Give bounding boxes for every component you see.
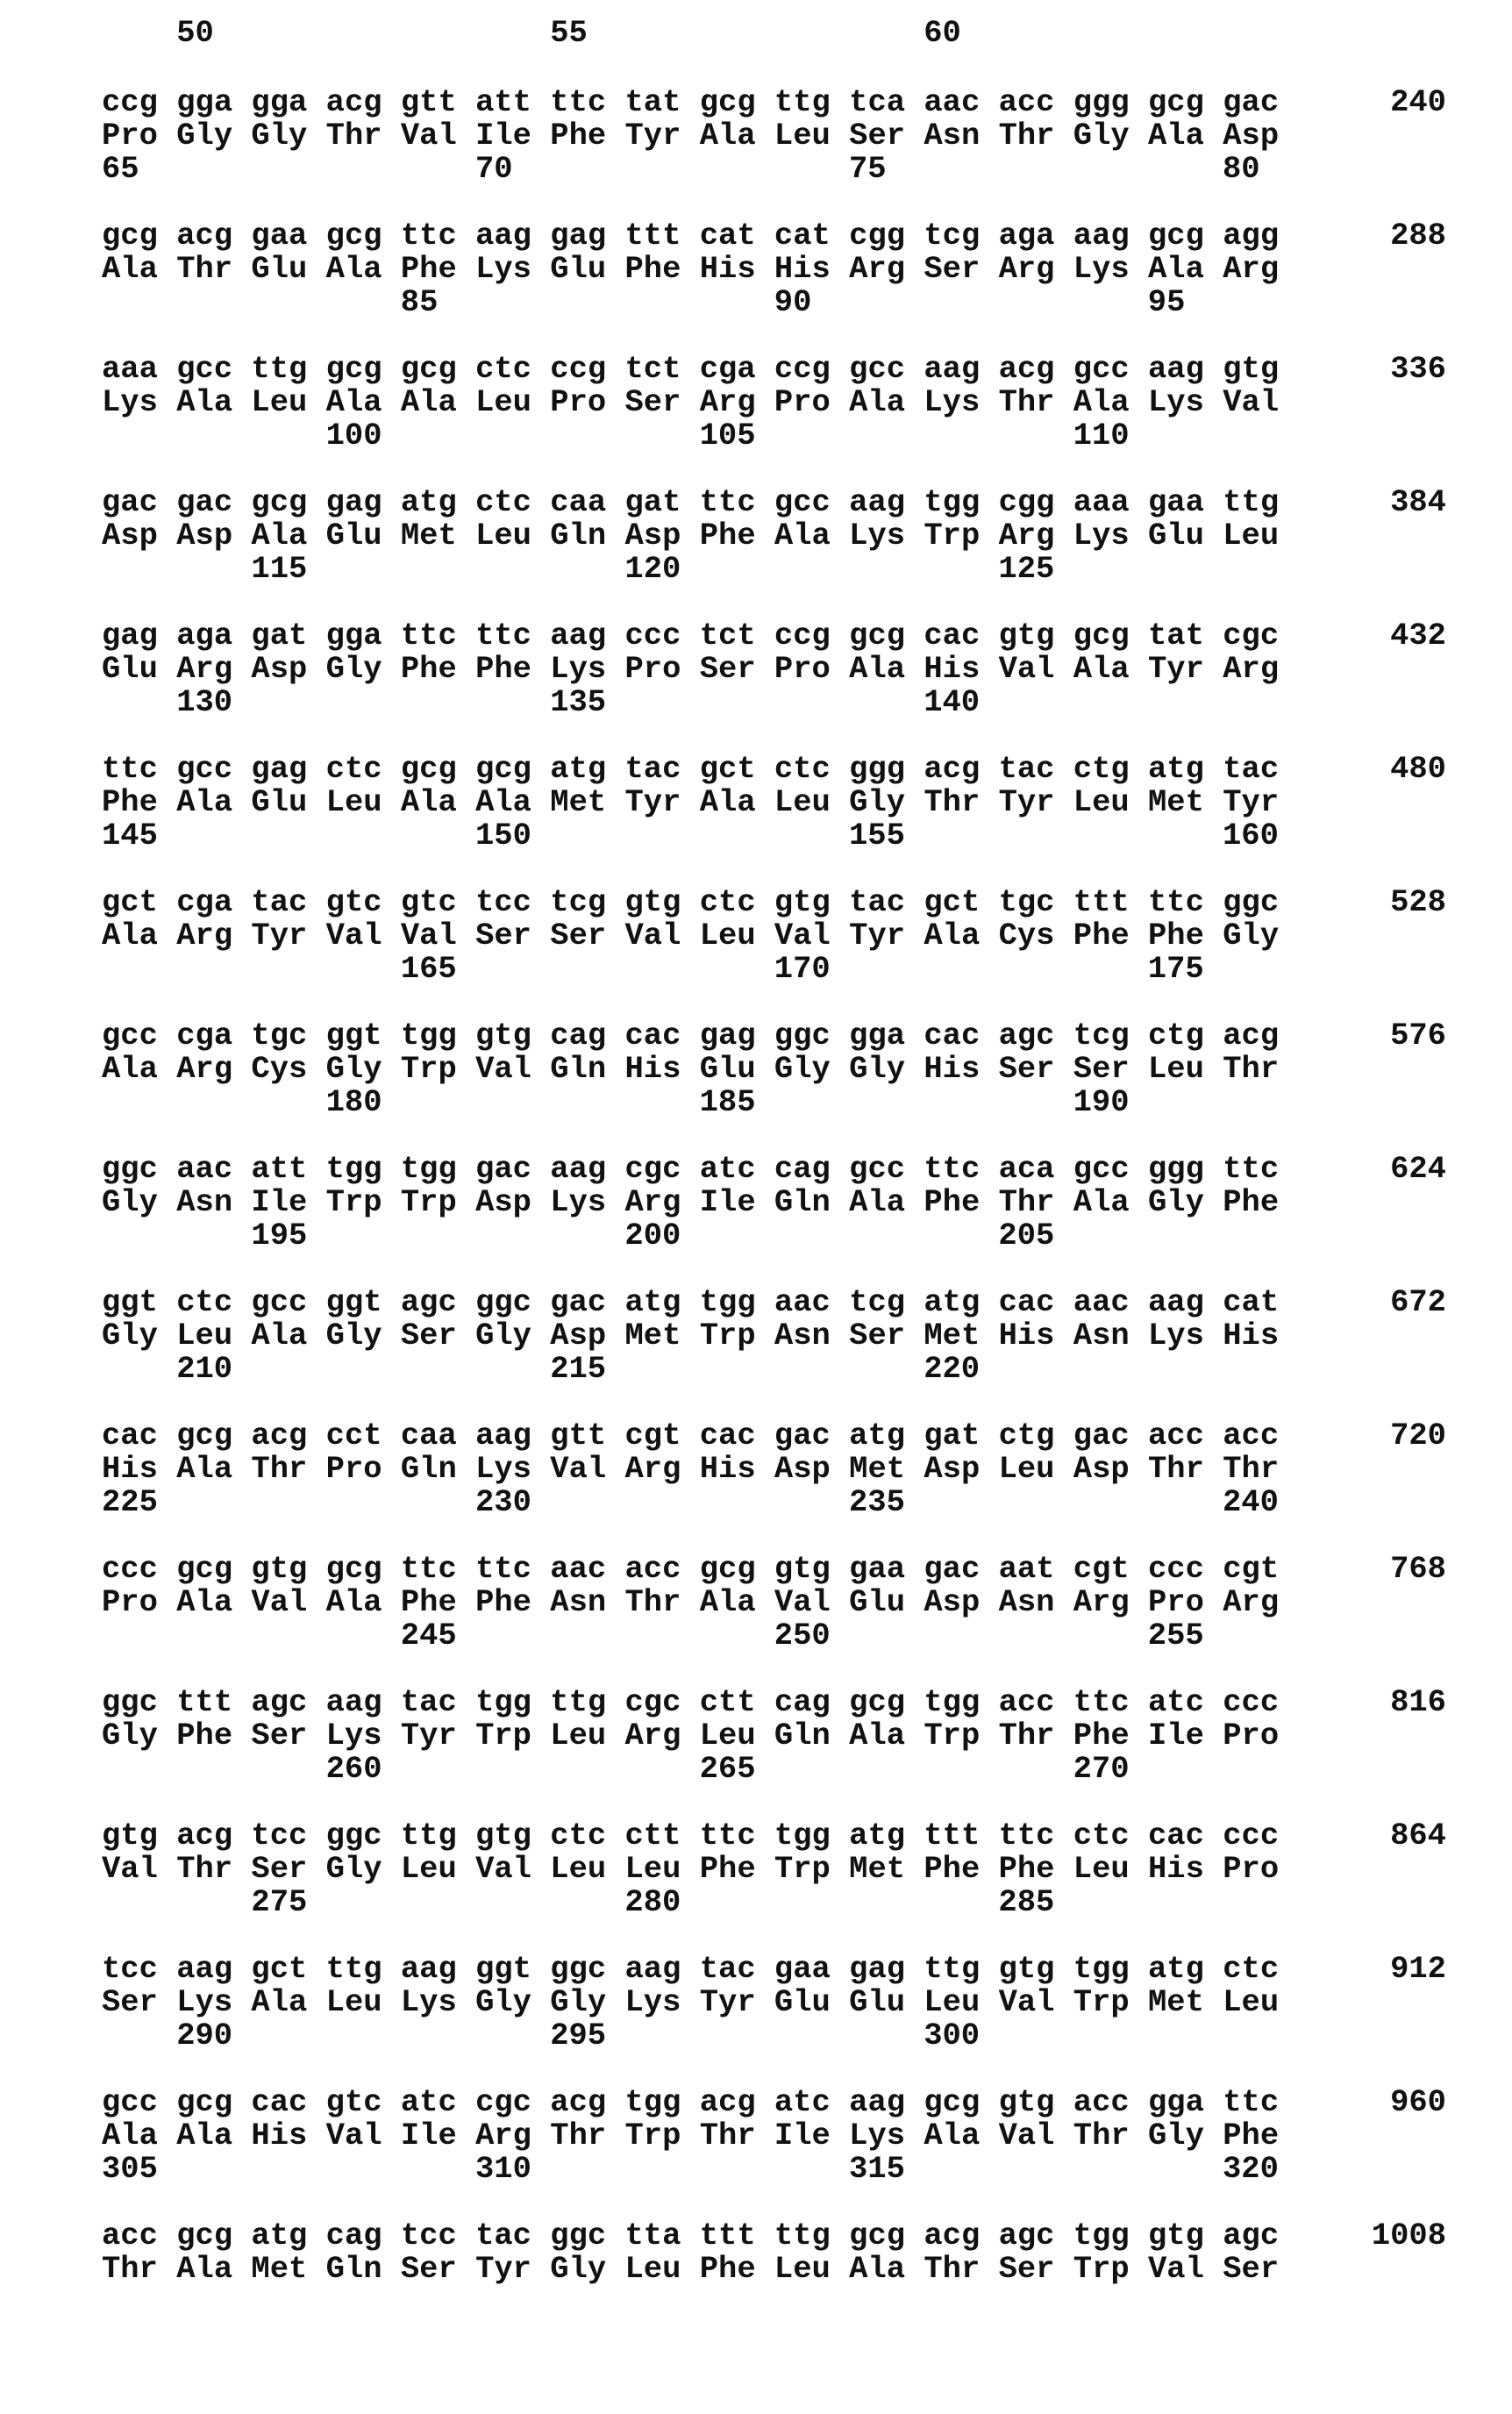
amino-acid-residues: His Ala Thr Pro Gln Lys Val Arg His Asp Met Asp Leu Asp Thr Thr bbox=[102, 1452, 1279, 1487]
amino-acid-residues: Phe Ala Glu Leu Ala Ala Met Tyr Ala Leu Gly Thr Tyr Leu Met Tyr bbox=[102, 785, 1279, 820]
residue-number: 60 bbox=[924, 16, 961, 51]
nucleotide-position: 816 bbox=[1390, 1685, 1446, 1720]
residue-number: 215 bbox=[550, 1352, 606, 1387]
residue-number: 90 bbox=[774, 285, 812, 320]
residue-number: 185 bbox=[700, 1085, 756, 1120]
sequence-block bbox=[0, 2085, 1512, 2190]
nucleotide-position: 1008 bbox=[1372, 2218, 1446, 2253]
residue-number: 235 bbox=[849, 1485, 905, 1520]
amino-acid-residues: Ala Thr Glu Ala Phe Lys Glu Phe His His Arg Ser Arg Lys Ala Arg bbox=[102, 252, 1279, 287]
amino-acid-residues: Pro Ala Val Ala Phe Phe Asn Thr Ala Val Glu Asp Asn Arg Pro Arg bbox=[102, 1585, 1279, 1620]
amino-acid-residues: Ser Lys Ala Leu Lys Gly Gly Lys Tyr Glu Glu Leu Val Trp Met Leu bbox=[102, 1985, 1279, 2020]
nucleotide-position: 768 bbox=[1390, 1552, 1446, 1587]
residue-number: 310 bbox=[475, 2152, 531, 2187]
amino-acid-residues: Gly Leu Ala Gly Ser Gly Asp Met Trp Asn Ser Met His Asn Lys His bbox=[102, 1318, 1279, 1353]
residue-number: 145 bbox=[102, 818, 158, 853]
amino-acid-residues: Val Thr Ser Gly Leu Val Leu Leu Phe Trp Met Phe Phe Leu His Pro bbox=[102, 1852, 1279, 1887]
residue-number: 150 bbox=[475, 818, 531, 853]
nucleotide-codons: ccg gga gga acg gtt att ttc tat gcg ttg tca aac acc ggg gcg gac bbox=[102, 85, 1279, 120]
amino-acid-residues: Ala Arg Tyr Val Val Ser Ser Val Leu Val Tyr Ala Cys Phe Phe Gly bbox=[102, 918, 1279, 953]
nucleotide-codons: tcc aag gct ttg aag ggt ggc aag tac gaa gag ttg gtg tgg atg ctc bbox=[102, 1952, 1279, 1987]
nucleotide-codons: ccc gcg gtg gcg ttc ttc aac acc gcg gtg gaa gac aat cgt ccc cgt bbox=[102, 1552, 1279, 1587]
residue-number: 245 bbox=[401, 1618, 457, 1653]
residue-number: 125 bbox=[998, 552, 1054, 587]
sequence-block bbox=[0, 1818, 1512, 1924]
residue-number: 225 bbox=[102, 1485, 158, 1520]
residue-number: 275 bbox=[251, 1885, 307, 1920]
residue-number: 315 bbox=[849, 2152, 905, 2187]
nucleotide-position: 480 bbox=[1390, 752, 1446, 787]
residue-number: 155 bbox=[849, 818, 905, 853]
residue-number: 300 bbox=[924, 2018, 980, 2053]
residue-number: 160 bbox=[1223, 818, 1279, 853]
residue-number: 80 bbox=[1223, 152, 1260, 187]
nucleotide-codons: ggc ttt agc aag tac tgg ttg cgc ctt cag gcg tgg acc ttc atc ccc bbox=[102, 1685, 1279, 1720]
amino-acid-residues: Asp Asp Ala Glu Met Leu Gln Asp Phe Ala Lys Trp Arg Lys Glu Leu bbox=[102, 518, 1279, 554]
residue-number: 65 bbox=[102, 152, 139, 187]
residue-number: 100 bbox=[326, 418, 382, 454]
nucleotide-codons: ggc aac att tgg tgg gac aag cgc atc cag gcc ttc aca gcc ggg ttc bbox=[102, 1152, 1279, 1187]
nucleotide-codons: aaa gcc ttg gcg gcg ctc ccg tct cga ccg gcc aag acg gcc aag gtg bbox=[102, 352, 1279, 387]
amino-acid-residues: Lys Ala Leu Ala Ala Leu Pro Ser Arg Pro Ala Lys Thr Ala Lys Val bbox=[102, 385, 1279, 420]
sequence-block bbox=[0, 1152, 1512, 1257]
residue-number: 200 bbox=[624, 1218, 681, 1253]
residue-number: 320 bbox=[1223, 2152, 1279, 2187]
residue-number: 175 bbox=[1148, 952, 1204, 987]
sequence-block bbox=[0, 85, 1512, 190]
residue-number: 190 bbox=[1073, 1085, 1130, 1120]
residue-number: 70 bbox=[475, 152, 513, 187]
nucleotide-position: 240 bbox=[1390, 85, 1446, 120]
residue-number: 230 bbox=[475, 1485, 531, 1520]
residue-number: 220 bbox=[924, 1352, 980, 1387]
residue-number: 195 bbox=[251, 1218, 307, 1253]
residue-number: 280 bbox=[624, 1885, 681, 1920]
residue-number: 105 bbox=[700, 418, 756, 454]
sequence-block bbox=[0, 1952, 1512, 2057]
residue-number: 260 bbox=[326, 1752, 382, 1787]
residue-number: 75 bbox=[849, 152, 887, 187]
residue-number: 210 bbox=[176, 1352, 232, 1387]
nucleotide-codons: gtg acg tcc ggc ttg gtg ctc ctt ttc tgg atg ttt ttc ctc cac ccc bbox=[102, 1818, 1279, 1853]
residue-number: 290 bbox=[176, 2018, 232, 2053]
nucleotide-codons: gcc cga tgc ggt tgg gtg cag cac gag ggc gga cac agc tcg ctg acg bbox=[102, 1018, 1279, 1053]
sequence-block bbox=[0, 1285, 1512, 1390]
amino-acid-residues: Thr Ala Met Gln Ser Tyr Gly Leu Phe Leu Ala Thr Ser Trp Val Ser bbox=[102, 2252, 1279, 2287]
sequence-block bbox=[0, 1418, 1512, 1524]
nucleotide-codons: gag aga gat gga ttc ttc aag ccc tct ccg gcg cac gtg gcg tat cgc bbox=[102, 618, 1279, 653]
residue-number: 55 bbox=[550, 16, 588, 51]
residue-number: 115 bbox=[251, 552, 307, 587]
residue-number: 120 bbox=[624, 552, 681, 587]
nucleotide-position: 384 bbox=[1390, 485, 1446, 520]
nucleotide-codons: gcg acg gaa gcg ttc aag gag ttt cat cat cgg tcg aga aag gcg agg bbox=[102, 218, 1279, 254]
nucleotide-position: 336 bbox=[1390, 352, 1446, 387]
amino-acid-residues: Glu Arg Asp Gly Phe Phe Lys Pro Ser Pro Ala His Val Ala Tyr Arg bbox=[102, 652, 1279, 687]
amino-acid-residues: Pro Gly Gly Thr Val Ile Phe Tyr Ala Leu Ser Asn Thr Gly Ala Asp bbox=[102, 118, 1279, 154]
nucleotide-position: 672 bbox=[1390, 1285, 1446, 1320]
nucleotide-position: 960 bbox=[1390, 2085, 1446, 2120]
nucleotide-position: 624 bbox=[1390, 1152, 1446, 1187]
residue-number: 140 bbox=[924, 685, 980, 720]
sequence-block bbox=[0, 1685, 1512, 1790]
residue-number: 180 bbox=[326, 1085, 382, 1120]
residue-number: 85 bbox=[401, 285, 439, 320]
nucleotide-position: 864 bbox=[1390, 1818, 1446, 1853]
amino-acid-residues: Ala Arg Cys Gly Trp Val Gln His Glu Gly Gly His Ser Ser Leu Thr bbox=[102, 1052, 1279, 1087]
residue-number: 305 bbox=[102, 2152, 158, 2187]
sequence-block bbox=[0, 618, 1512, 724]
nucleotide-codons: acc gcg atg cag tcc tac ggc tta ttt ttg gcg acg agc tgg gtg agc bbox=[102, 2218, 1279, 2253]
nucleotide-codons: gac gac gcg gag atg ctc caa gat ttc gcc aag tgg cgg aaa gaa ttg bbox=[102, 485, 1279, 520]
sequence-block bbox=[0, 218, 1512, 324]
amino-acid-residues: Ala Ala His Val Ile Arg Thr Trp Thr Ile Lys Ala Val Thr Gly Phe bbox=[102, 2118, 1279, 2153]
nucleotide-position: 528 bbox=[1390, 885, 1446, 920]
sequence-block bbox=[0, 352, 1512, 457]
residue-number: 240 bbox=[1223, 1485, 1279, 1520]
amino-acid-residues: Gly Phe Ser Lys Tyr Trp Leu Arg Leu Gln Ala Trp Thr Phe Ile Pro bbox=[102, 1718, 1279, 1753]
nucleotide-codons: ggt ctc gcc ggt agc ggc gac atg tgg aac tcg atg cac aac aag cat bbox=[102, 1285, 1279, 1320]
residue-number: 130 bbox=[176, 685, 232, 720]
residue-number: 265 bbox=[700, 1752, 756, 1787]
nucleotide-position: 288 bbox=[1390, 218, 1446, 254]
sequence-block bbox=[0, 885, 1512, 990]
nucleotide-codons: cac gcg acg cct caa aag gtt cgt cac gac atg gat ctg gac acc acc bbox=[102, 1418, 1279, 1453]
residue-number: 95 bbox=[1148, 285, 1186, 320]
residue-number: 50 bbox=[176, 16, 214, 51]
amino-acid-residues: Gly Asn Ile Trp Trp Asp Lys Arg Ile Gln Ala Phe Thr Ala Gly Phe bbox=[102, 1185, 1279, 1220]
nucleotide-position: 576 bbox=[1390, 1018, 1446, 1053]
nucleotide-codons: gcc gcg cac gtc atc cgc acg tgg acg atc aag gcg gtg acc gga ttc bbox=[102, 2085, 1279, 2120]
residue-number: 255 bbox=[1148, 1618, 1204, 1653]
nucleotide-position: 912 bbox=[1390, 1952, 1446, 1987]
residue-number: 170 bbox=[774, 952, 831, 987]
nucleotide-position: 432 bbox=[1390, 618, 1446, 653]
sequence-block bbox=[0, 1018, 1512, 1124]
sequence-block bbox=[0, 752, 1512, 857]
residue-number: 270 bbox=[1073, 1752, 1130, 1787]
nucleotide-codons: ttc gcc gag ctc gcg gcg atg tac gct ctc ggg acg tac ctg atg tac bbox=[102, 752, 1279, 787]
residue-number: 250 bbox=[774, 1618, 831, 1653]
residue-number: 295 bbox=[550, 2018, 606, 2053]
residue-number: 285 bbox=[998, 1885, 1054, 1920]
sequence-block bbox=[0, 2218, 1512, 2324]
nucleotide-codons: gct cga tac gtc gtc tcc tcg gtg ctc gtg tac gct tgc ttt ttc ggc bbox=[102, 885, 1279, 920]
residue-number: 205 bbox=[998, 1218, 1054, 1253]
residue-number: 165 bbox=[401, 952, 457, 987]
sequence-block bbox=[0, 485, 1512, 590]
sequence-block bbox=[0, 1552, 1512, 1657]
residue-number: 135 bbox=[550, 685, 606, 720]
nucleotide-position: 720 bbox=[1390, 1418, 1446, 1453]
residue-number: 110 bbox=[1073, 418, 1130, 454]
